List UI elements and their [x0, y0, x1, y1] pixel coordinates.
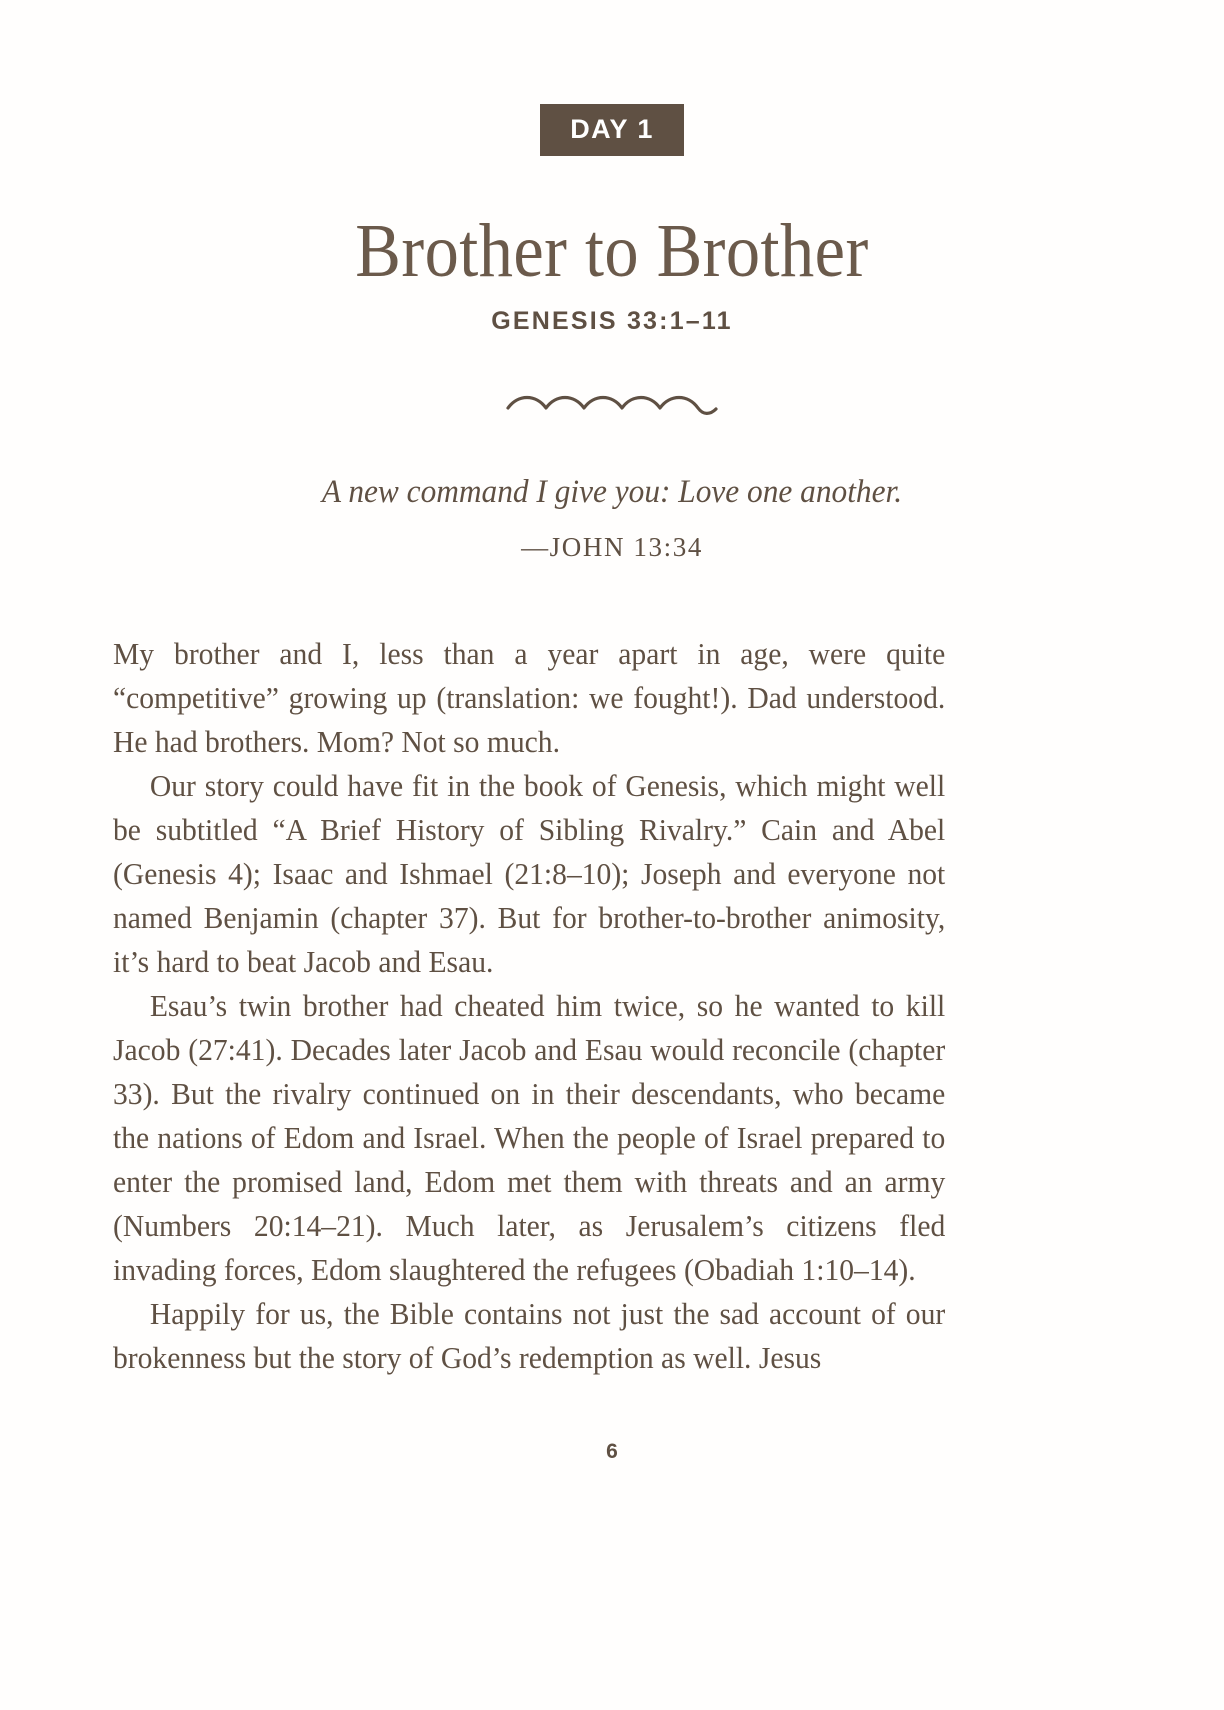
page-title: Brother to Brother: [355, 209, 869, 293]
wavy-divider-icon: [504, 392, 720, 418]
body-text: [113, 632, 971, 1380]
day-badge: DAY 1: [540, 104, 684, 156]
epigraph-attribution: —JOHN 13:34: [521, 532, 703, 562]
page-number: 6: [606, 1440, 618, 1463]
body-paragraph: Our story could have fit in the book of Genesis, which might well be subtitled “A Brief History of Sibling Rivalry.” Cain and Abel (Genesis 4); Isaac and Ishmael (21:8–10); Joseph and everyone not named Benjamin (chapter 37). But for brother-to-brother animosity, it’s hard to beat Jacob and Esau.: [113, 769, 946, 979]
epigraph-quote: A new command I give you: Love one another.: [321, 474, 903, 510]
day-badge-row: [0, 104, 1224, 156]
wavy-divider: [0, 392, 1224, 418]
scripture-reference: GENESIS 33:1–11: [491, 307, 733, 335]
body-paragraph: Happily for us, the Bible contains not just the sad account of our brokenness but the story of God’s redemption as well. Jesus: [113, 1297, 946, 1375]
body-paragraph: My brother and I, less than a year apart in age, were quite “competitive” growing up (translation: we fought!). Dad understood. He had brothers. Mom? Not so much.: [113, 637, 946, 759]
body-paragraph: Esau’s twin brother had cheated him twice, so he wanted to kill Jacob (27:41). Decades later Jacob and Esau would reconcile (chapter 33). But the rivalry continued on in their descendants, who became the nations of Edom and Israel. When the people of Israel prepared to enter the promised land, Edom met them with threats and an army (Numbers 20:14–21). Much later, as Jerusalem’s citizens fled invading forces, Edom slaughtered the refugees (Obadiah 1:10–14).: [113, 989, 946, 1287]
